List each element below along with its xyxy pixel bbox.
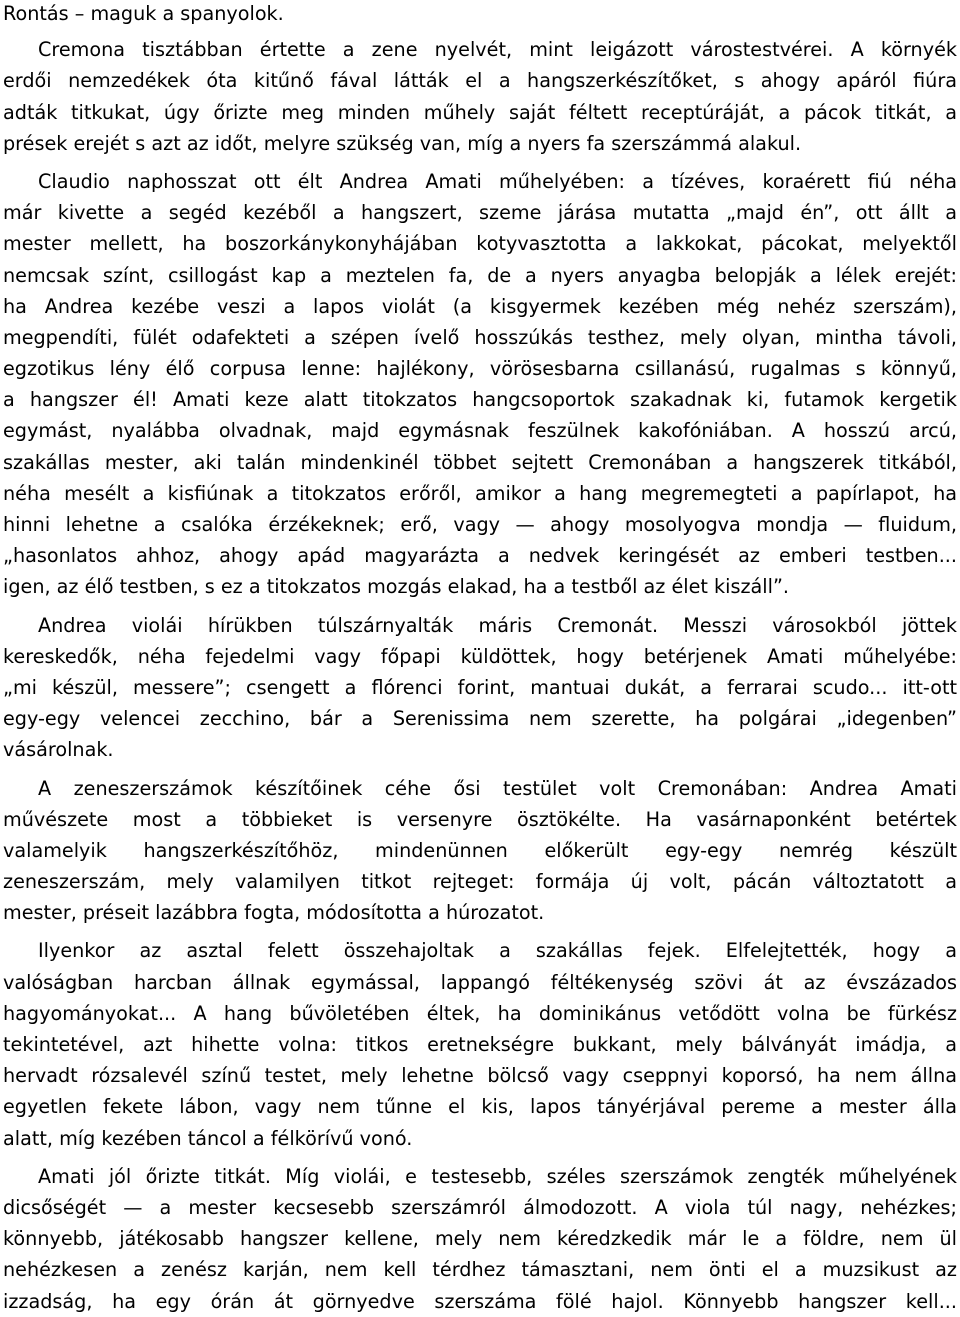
paragraph-5: [3, 773, 957, 929]
text-line: művészete most a többieket is versenyre ösztökélte. Ha vasárnaponként betértek: [3, 807, 957, 831]
text-line: „mi készül, messere”; csengett a flórenci forint, mantuai dukát, a ferrarai scudo... itt-ott: [3, 675, 957, 699]
text-line: A zeneszerszámok készítőinek céhe ősi testület volt Cremonában: Andrea Amati: [38, 776, 957, 800]
text-line: ha Andrea kezébe veszi a lapos violát (a kisgyermek kezében még nehéz szerszám),: [3, 294, 957, 318]
paragraph-4: [3, 610, 957, 766]
text-line: hinni lehetne a csalóka érzékeknek; erő, vagy — ahogy mosolyogva mondja — fluidum,: [3, 513, 957, 536]
text-line: tekintetével, azt hihette volna: titkos eretnekségre bukkant, mely bálványát imádja, a: [3, 1033, 957, 1056]
text-line: megpendíti, fülét odafekteti a szépen ívelő hosszúkás testhez, mely olyan, mintha távoli,: [3, 325, 957, 349]
text-line: egzotikus lény élő corpusa lenne: hajlékony, vörösesbarna csillanású, rugalmas s könnyű,: [3, 357, 957, 381]
text-line: hagyományokat... A hang bűvöletében éltek, ha dominikánus vetődött volna be fürkész: [3, 1001, 957, 1025]
text-line: hervadt rózsalevél színű testet, mely lehetne bölcső vagy cseppnyi koporsó, ha nem állna: [3, 1064, 957, 1088]
paragraph-6: [3, 935, 957, 1153]
paragraph-3: [3, 166, 957, 603]
text-line: Claudio naphosszat ott élt Andrea Amati műhelyében: a tízéves, koraérett fiú néha: [38, 169, 957, 193]
text-line: erdői nemzedékek óta kitűnő fával látták el a hangszerkészítőket, s ahogy apáról fiúra: [3, 69, 957, 93]
text-line: egyetlen fekete lábon, vagy nem tűnne el kis, lapos tányérjával pereme a mester álla: [3, 1095, 957, 1119]
text-line: prések erejét s azt az időt, melyre szükség van, míg a nyers fa szerszámmá alakul.: [3, 131, 802, 155]
text-line: egymást, nyalábba olvadnak, majd egymásnak feszülnek kakofóniában. A hosszú arcú,: [3, 419, 957, 443]
text-line: vásárolnak.: [3, 738, 114, 762]
text-line: néha mesélt a kisfiúnak a titokzatos erőről, amikor a hang megremegteti a papírlapot, ha: [3, 481, 957, 505]
text-line: Cremona tisztábban értette a zene nyelvét, mint leigázott várostestvérei. A környék: [38, 38, 957, 62]
text-line: mester, préseit lazábbra fogta, módosította a húrozatot.: [3, 901, 545, 925]
text-line: igen, az élő testben, s ez a titokzatos mozgás elakad, ha a testből az élet kiszáll”.: [3, 575, 789, 599]
text-line: valóságban harcban állnak egymással, lappangó féltékenység szövi át az évszázados: [3, 970, 957, 994]
text-line: szakállas mester, aki talán mindenkinél többet sejtett Cremonában a hangszerek titkából,: [3, 450, 957, 474]
text-line: zeneszerszám, mely valamilyen titkot rejteget: formája új volt, pácán változtatott a: [3, 870, 957, 894]
text-line: a hangszer él! Amati keze alatt titokzatos hangcsoportok szakadnak ki, futamok kergetik: [3, 388, 957, 412]
text-line: könnyebb, játékosabb hangszer kellene, mely nem kéredzkedik már le a földre, nem ül: [3, 1227, 957, 1251]
text-line: adták titkukat, úgy őrizte meg minden műhely saját féltett receptúráját, a pácok titkát, a: [3, 100, 957, 124]
text-line: valamelyik hangszerkészítőhöz, mindenünnen előkerült egy-egy nemrég készült: [3, 838, 957, 862]
text-line: mester mellett, ha boszorkánykonyhájában kotyvasztotta a lakkokat, pácokat, melyektől: [3, 232, 957, 256]
text-line: Rontás – maguk a spanyolok.: [3, 2, 284, 25]
text-line: alatt, míg kezében táncol a félkörívű vonó.: [3, 1126, 413, 1150]
paragraph-2: [3, 34, 957, 159]
text-line: dicsőségét — a mester kecsesebb szerszámról álmodozott. A viola túl nagy, nehézkes;: [3, 1195, 957, 1219]
paragraph-1: [3, 0, 957, 29]
text-line: egy-egy velencei zecchino, bár a Serenissima nem szerette, ha polgárai „idegenben”: [3, 707, 957, 731]
text-line: már kivette a segéd kezéből a hangszert, szeme járása mutatta „majd én”, ott állt a: [3, 201, 957, 225]
text-line: Amati jól őrizte titkát. Míg violái, e testesebb, széles szerszámok zengték műhelyének: [38, 1164, 957, 1188]
text-line: nemcsak színt, csillogást kap a meztelen fa, de a nyers anyagba belopják a lélek erejét:: [3, 263, 957, 287]
text-line: „hasonlatos ahhoz, ahogy apád magyarázta a nedvek keringését az emberi testben...: [3, 544, 957, 568]
text-line: kereskedők, néha fejedelmi vagy főpapi küldöttek, hogy betérjenek Amati műhelyébe:: [3, 644, 957, 668]
text-line: Andrea violái hírükben túlszárnyalták máris Cremonát. Messzi városokból jöttek: [38, 613, 957, 637]
text-line: Ilyenkor az asztal felett összehajoltak a szakállas fejek. Elfelejtették, hogy a: [38, 939, 957, 963]
text-line: izzadság, ha egy órán át görnyedve szerszáma fölé hajol. Könnyebb hangszer kell...: [3, 1289, 957, 1313]
text-line: nehézkesen a zenész karján, nem kell térdhez támasztani, nem önti el a muzsikust az: [3, 1258, 957, 1282]
paragraph-7: [3, 1161, 957, 1317]
